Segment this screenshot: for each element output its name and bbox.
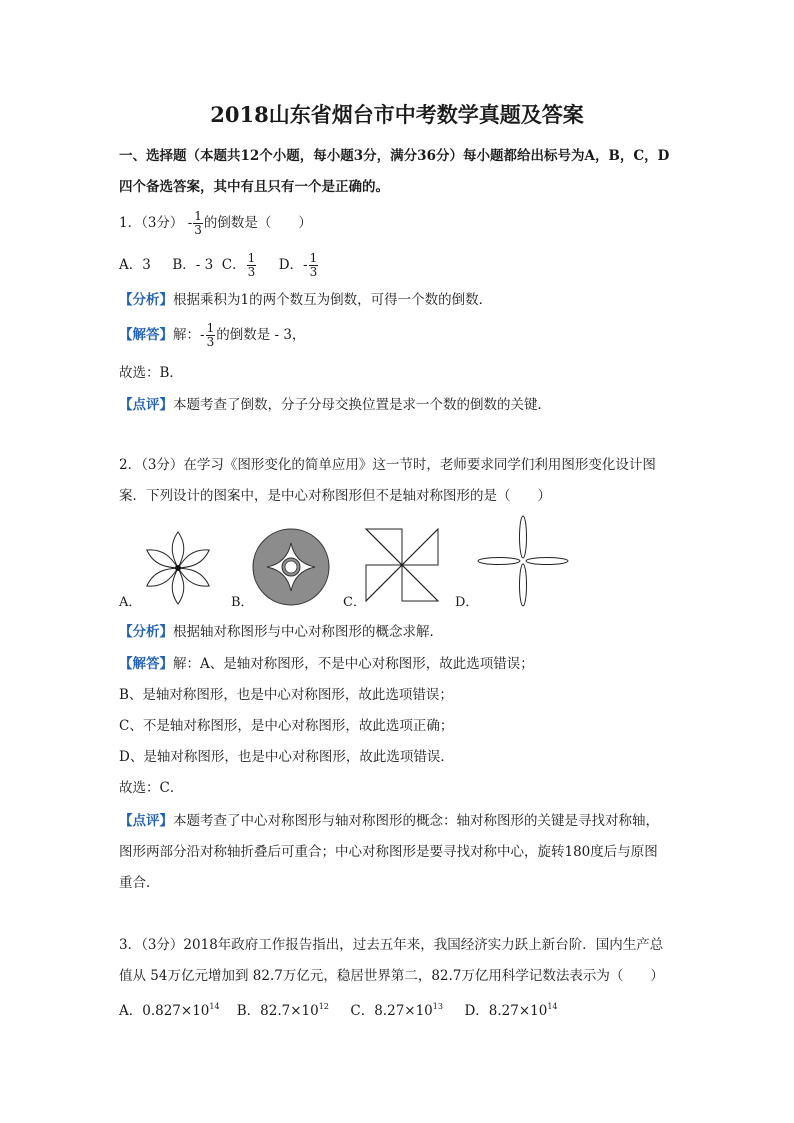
q1-stem-prefix: 1．（3分） -: [119, 215, 193, 231]
q1-option-c-num: 1: [247, 251, 256, 265]
disc-figure: [251, 527, 331, 607]
q1-option-c: C．: [221, 257, 246, 273]
flower-figure: [138, 528, 218, 608]
q2-figure-d: [476, 515, 570, 607]
page-title: 2018山东省烟台市中考数学真题及答案: [210, 102, 584, 127]
q1-option-d: D．-: [278, 257, 308, 273]
q2-comment-text1: 本题考查了中心对称图形与轴对称图形的概念：轴对称图形的关键是寻找对称轴，: [173, 813, 659, 829]
q1-option-d-fraction: [309, 252, 319, 279]
q1-stem: [119, 210, 312, 237]
q1-option-c-fraction: [247, 252, 257, 279]
q2-answer-tag: 【解答】: [119, 656, 173, 672]
q2-label-a: A．: [119, 595, 142, 610]
q3-option-c: C．8.27×10: [350, 1003, 433, 1019]
q2-stem-line1: 2．（3分）在学习《图形变化的简单应用》这一节时，老师要求同学们利用图形变化设计图: [119, 457, 656, 473]
q2-label-c: C．: [343, 595, 366, 610]
q3-option-b: B．82.7×10: [236, 1003, 319, 1019]
pinwheel-figure: [364, 527, 440, 603]
q3-option-a-exp: 14: [209, 1002, 220, 1011]
q2-figure-c: [364, 527, 440, 603]
q1-comment: [119, 395, 551, 415]
q1-option-c-den: 3: [247, 265, 256, 279]
q2-analysis-text: 根据轴对称图形与中心对称图形的概念求解．: [173, 624, 443, 640]
q3-option-c-exp: 13: [432, 1002, 443, 1011]
q2-answer-d: D、是轴对称图形，也是中心对称图形，故此选项错误．: [119, 749, 454, 765]
section-instructions-line2: 四个备选答案，其中有且只有一个是正确的。: [119, 179, 389, 195]
q3-options: [119, 997, 558, 1021]
q1-frac-den: 3: [194, 223, 202, 237]
q1-answer-den: 3: [206, 335, 215, 349]
q1-answer-tag: 【解答】: [119, 327, 173, 343]
q1-analysis: [119, 290, 492, 310]
q1-options: [119, 252, 319, 279]
q2-answer-b: B、是轴对称图形，也是中心对称图形，故此选项错误；: [119, 687, 453, 703]
cross-petal-figure: [476, 515, 570, 607]
q1-answer-suffix: 的倒数是 - 3，: [216, 327, 306, 343]
q2-comment-line3: 重合．: [119, 875, 160, 891]
q1-option-d-den: 3: [309, 265, 318, 279]
q3-stem-line2: 值从 54万亿元增加到 82.7万亿元，稳居世界第二，82.7万亿用科学记数法表示为（ ）: [119, 968, 664, 984]
q1-answer-num: 1: [206, 321, 215, 335]
q2-choice: 故选：C．: [119, 780, 184, 796]
q1-answer-fraction: [206, 322, 216, 349]
q1-stem-suffix: 的倒数是（ ）: [203, 215, 312, 231]
q1-option-d-num: 1: [309, 251, 318, 265]
q1-comment-text: 本题考查了倒数，分子分母交换位置是求一个数的倒数的关键．: [173, 397, 551, 413]
q2-answer-a: [119, 654, 534, 674]
q3-stem-line1: 3．（3分）2018年政府工作报告指出，过去五年来，我国经济实力跃上新台阶．国内生产总: [119, 937, 664, 953]
q1-option-b: B．- 3: [172, 257, 214, 273]
q1-fraction: [193, 210, 203, 237]
q2-label-b: B．: [231, 595, 254, 610]
q3-option-b-exp: 12: [318, 1002, 329, 1011]
q3-option-d-exp: 14: [547, 1002, 558, 1011]
q1-answer-prefix: 解：-: [173, 327, 205, 343]
q1-comment-tag: 【点评】: [119, 397, 173, 413]
q2-label-d: D．: [455, 595, 479, 610]
q2-answer-a-text: 解：A、是轴对称图形，不是中心对称图形，故此选项错误；: [173, 656, 534, 672]
q2-figure-b: [251, 527, 331, 607]
q2-analysis-tag: 【分析】: [119, 624, 173, 640]
q2-comment-line2: 图形两部分沿对称轴折叠后可重合；中心对称图形是要寻找对称中心，旋转180度后与原图: [119, 844, 658, 860]
section-instructions-line1: 一、选择题（本题共12个小题，每小题3分，满分36分）每小题都给出标号为A，B，C，D: [119, 148, 670, 164]
q2-comment-line1: [119, 811, 659, 831]
q2-comment-tag: 【点评】: [119, 813, 173, 829]
q2-analysis: [119, 622, 443, 642]
q2-stem-line2: 案．下列设计的图案中，是中心对称图形但不是轴对称图形的是（ ）: [119, 488, 551, 504]
q3-option-d: D．8.27×10: [464, 1003, 548, 1019]
q1-answer: [119, 322, 305, 349]
q2-figure-a: [138, 528, 218, 608]
q1-frac-num: 1: [194, 209, 202, 223]
q1-option-a: A．3: [119, 257, 151, 273]
q1-analysis-tag: 【分析】: [119, 292, 173, 308]
q3-option-a: A．0.827×10: [119, 1003, 210, 1019]
q2-answer-c: C、不是轴对称图形，是中心对称图形，故此选项正确；: [119, 718, 454, 734]
q1-choice: 故选：B．: [119, 365, 183, 381]
q1-analysis-text: 根据乘积为1的两个数互为倒数，可得一个数的倒数．: [173, 292, 493, 308]
